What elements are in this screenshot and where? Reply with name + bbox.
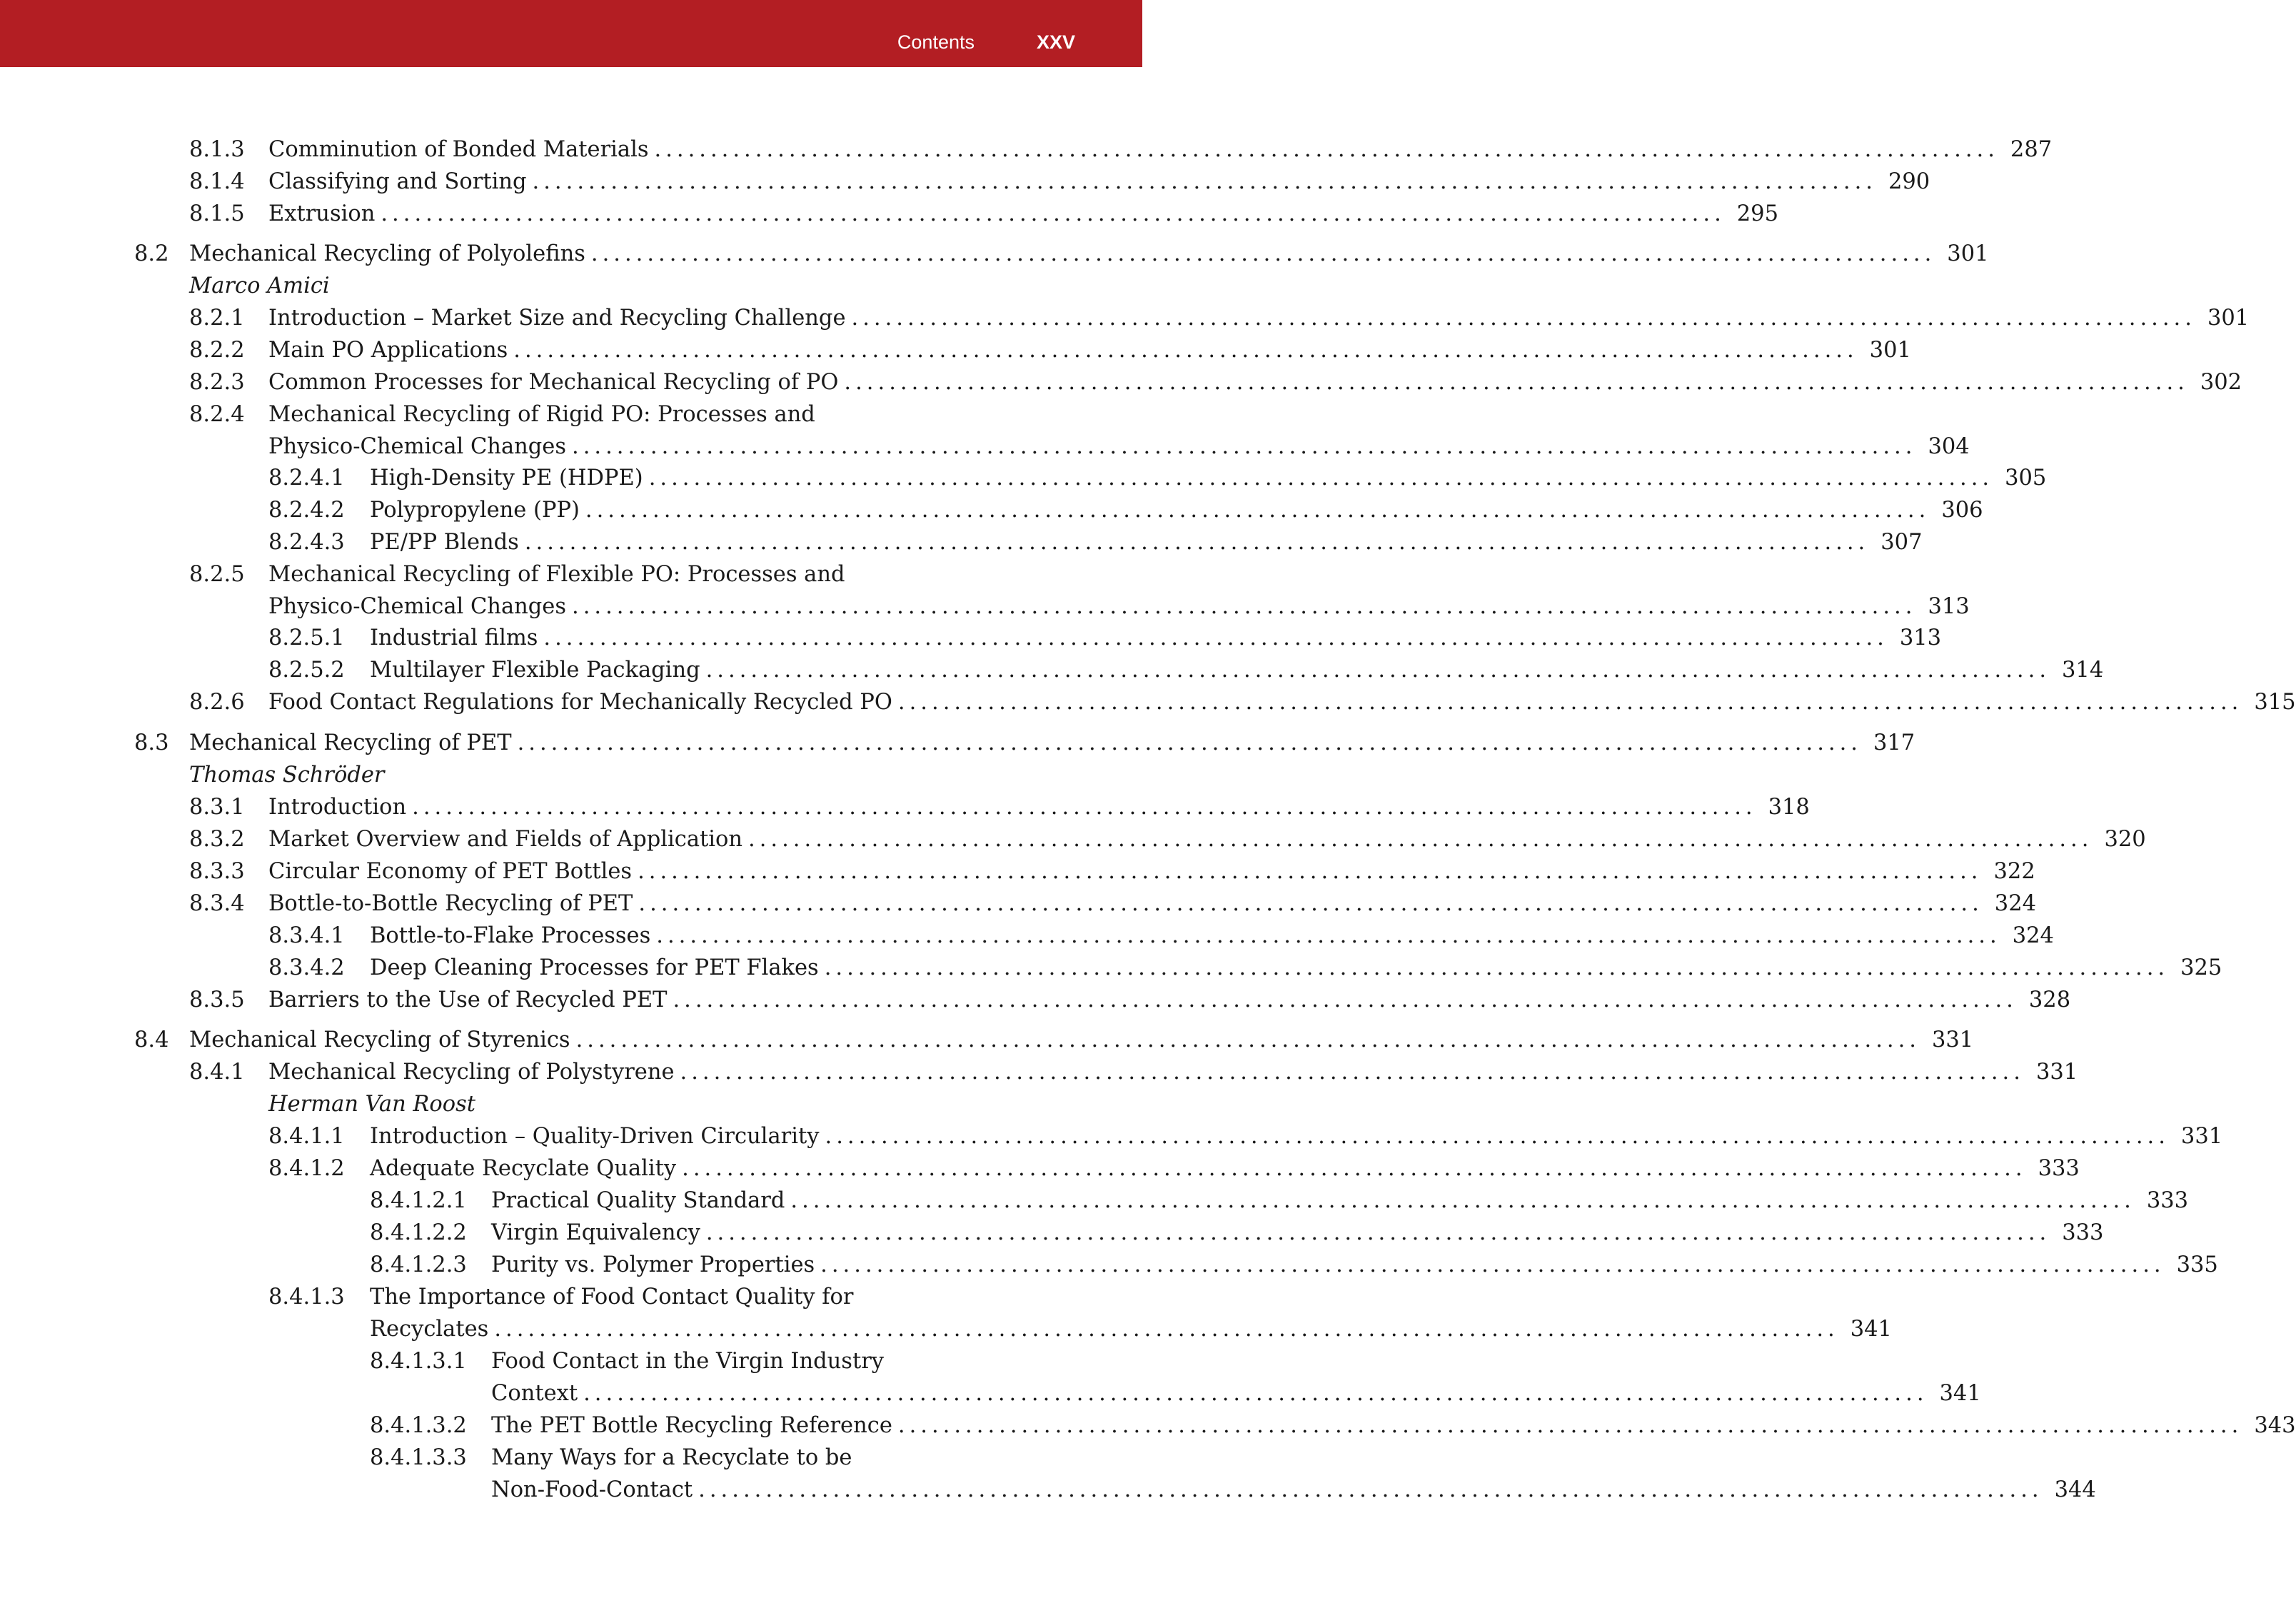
running-header-section: Contents — [897, 31, 975, 53]
page-number: 304 — [1928, 434, 1970, 459]
dot-leader: ........................................................................................................................ — [513, 338, 1858, 363]
toc-entry[interactable] — [134, 728, 1915, 759]
dot-leader: ........................................................................................................................ — [572, 434, 1917, 459]
toc-entry[interactable] — [268, 1282, 973, 1313]
dot-leader: ........................................................................................................................ — [698, 1477, 2043, 1502]
section-number: 8.3.4.1 — [268, 923, 345, 948]
toc-entry[interactable] — [189, 856, 2035, 888]
toc-entry[interactable] — [189, 824, 2146, 855]
toc-entry[interactable] — [189, 134, 2053, 166]
dot-leader: ........................................................................................................................ — [638, 859, 1983, 884]
dot-leader: ........................................................................................................................ — [897, 690, 2243, 715]
section-number: 8.3.2 — [189, 827, 245, 852]
page-number: 302 — [2200, 370, 2242, 395]
toc-entry[interactable] — [189, 303, 2250, 334]
page-number: 328 — [2028, 988, 2071, 1012]
toc-entry[interactable] — [189, 166, 1930, 198]
page-number: 335 — [2176, 1252, 2218, 1277]
page-number: 301 — [1869, 338, 1911, 363]
toc-entry[interactable] — [189, 335, 1911, 366]
dot-leader: ........................................................................................................................ — [897, 1413, 2243, 1438]
section-title: Market Overview and Fields of Application — [268, 827, 743, 852]
toc-entry[interactable] — [268, 463, 2047, 494]
toc-entry[interactable] — [491, 1474, 2096, 1506]
toc-entry[interactable] — [268, 431, 1970, 463]
page-number: 313 — [1928, 594, 1970, 619]
page-number: 295 — [1736, 201, 1778, 226]
toc-entry[interactable] — [134, 1025, 1974, 1056]
section-title: Main PO Applications — [268, 338, 508, 363]
dot-leader: ........................................................................................................................ — [824, 955, 2170, 980]
page-header-band — [0, 0, 1142, 67]
section-title: Circular Economy of PET Bottles — [268, 859, 633, 884]
dot-leader: ........................................................................................................................ — [532, 169, 1877, 194]
section-number: 8.2.6 — [189, 690, 245, 715]
page-number: 315 — [2254, 690, 2296, 715]
section-title: Non-Food-Contact — [491, 1477, 693, 1502]
section-number: 8.2.5.1 — [268, 625, 345, 650]
page-number: 324 — [2012, 923, 2054, 948]
section-title: Mechanical Recycling of Polyolefins — [189, 241, 585, 266]
toc-entry[interactable] — [370, 1442, 973, 1474]
dot-leader: ........................................................................................................................ — [585, 498, 1930, 523]
toc-entry[interactable] — [189, 559, 973, 591]
section-title: Purity vs. Polymer Properties — [491, 1252, 815, 1277]
toc-entry[interactable] — [370, 1346, 973, 1377]
section-title: Mechanical Recycling of Polystyrene — [268, 1060, 675, 1085]
dot-leader: ........................................................................................................................ — [575, 1027, 1920, 1052]
section-number: 8.1.4 — [189, 169, 245, 194]
dot-leader: ........................................................................................................................ — [543, 625, 1888, 650]
section-title: Deep Cleaning Processes for PET Flakes — [370, 955, 819, 980]
page-number: 343 — [2254, 1413, 2296, 1438]
dot-leader: ........................................................................................................................ — [680, 1060, 2025, 1085]
toc-entry[interactable] — [268, 623, 1942, 654]
section-number: 8.3.1 — [189, 795, 245, 820]
page-number: 333 — [2038, 1156, 2080, 1181]
section-title: Physico-Chemical Changes — [268, 594, 567, 619]
section-number: 8.3.4.2 — [268, 955, 345, 980]
section-title: Adequate Recyclate Quality — [370, 1156, 677, 1181]
section-title: Comminution of Bonded Materials — [268, 137, 649, 162]
dot-leader: ........................................................................................................................ — [656, 923, 2001, 948]
dot-leader: ........................................................................................................................ — [648, 466, 1994, 491]
dot-leader: ........................................................................................................................ — [412, 795, 1757, 820]
section-title: Multilayer Flexible Packaging — [370, 658, 700, 683]
toc-author — [189, 271, 330, 302]
toc-entry[interactable] — [189, 399, 973, 431]
dot-leader: ........................................................................................................................ — [825, 1124, 2170, 1149]
section-number: 8.2.4 — [189, 402, 245, 427]
page-number: 333 — [2146, 1188, 2189, 1213]
section-title: Mechanical Recycling of Flexible PO: Processes and — [268, 562, 845, 587]
dot-leader: ........................................................................................................................ — [820, 1252, 2165, 1277]
section-number: 8.2.4.2 — [268, 498, 345, 523]
section-number: 8.2.3 — [189, 370, 245, 395]
section-number: 8.4.1.3.1 — [370, 1349, 467, 1374]
page-number: 322 — [1993, 859, 2035, 884]
section-number: 8.2.1 — [189, 306, 245, 331]
section-number: 8.4.1.3.3 — [370, 1445, 467, 1470]
toc-entry[interactable] — [189, 792, 1810, 823]
page-number: 301 — [1947, 241, 1989, 266]
section-title: Mechanical Recycling of Styrenics — [189, 1027, 570, 1052]
section-number: 8.2.4.3 — [268, 530, 345, 555]
section-number: 8.1.3 — [189, 137, 245, 162]
toc-entry[interactable] — [189, 1057, 2078, 1088]
dot-leader: ........................................................................................................................ — [705, 658, 2051, 683]
section-title: Food Contact in the Virgin Industry — [491, 1349, 885, 1374]
section-title: The PET Bottle Recycling Reference — [491, 1413, 892, 1438]
section-title: Mechanical Recycling of PET — [189, 730, 512, 755]
section-number: 8.4.1.2.2 — [370, 1220, 467, 1245]
toc-entry[interactable] — [370, 1314, 1892, 1345]
dot-leader: ........................................................................................................................ — [790, 1188, 2135, 1213]
toc-entry[interactable] — [268, 920, 2054, 952]
section-title: High-Density PE (HDPE) — [370, 466, 643, 491]
dot-leader: ........................................................................................................................ — [583, 1381, 1928, 1406]
section-number: 8.3.3 — [189, 859, 245, 884]
page-number: 331 — [1932, 1027, 1974, 1052]
page-number: 287 — [2010, 137, 2053, 162]
section-title: Context — [491, 1381, 578, 1406]
dot-leader: ........................................................................................................................ — [682, 1156, 2027, 1181]
dot-leader: ........................................................................................................................ — [572, 594, 1917, 619]
section-number: 8.2.5.2 — [268, 658, 345, 683]
section-title: Virgin Equivalency — [491, 1220, 700, 1245]
toc-entry[interactable] — [268, 953, 2222, 984]
dot-leader: ........................................................................................................................ — [494, 1317, 1839, 1342]
section-number: 8.2.4.1 — [268, 466, 345, 491]
page-number: 341 — [1850, 1317, 1892, 1342]
section-title: Mechanical Recycling of Rigid PO: Processes and — [268, 402, 815, 427]
section-number: 8.4.1.2 — [268, 1156, 345, 1181]
page-number: 318 — [1768, 795, 1810, 820]
dot-leader: ........................................................................................................................ — [673, 988, 2018, 1012]
section-number: 8.3 — [134, 730, 169, 755]
toc-entry[interactable] — [370, 1410, 2296, 1442]
dot-leader: ........................................................................................................................ — [844, 370, 2189, 395]
toc-entry[interactable] — [189, 199, 1778, 230]
section-title: Introduction — [268, 795, 407, 820]
dot-leader: ........................................................................................................................ — [748, 827, 2093, 852]
page-number: 344 — [2054, 1477, 2096, 1502]
section-number: 8.4.1.1 — [268, 1124, 345, 1149]
dot-leader: ........................................................................................................................ — [638, 891, 1983, 916]
section-title: Practical Quality Standard — [491, 1188, 785, 1213]
section-number: 8.4.1.2.1 — [370, 1188, 467, 1213]
toc-entry[interactable] — [268, 591, 1970, 623]
toc-entry[interactable] — [268, 1153, 2080, 1185]
section-title: Introduction – Market Size and Recycling Challenge — [268, 306, 846, 331]
page-number: 331 — [2180, 1124, 2223, 1149]
author-name: Marco Amici — [189, 273, 330, 298]
section-number: 8.4.1 — [189, 1060, 245, 1085]
toc-entry[interactable] — [268, 527, 1923, 558]
toc-entry[interactable] — [491, 1378, 1981, 1410]
section-number: 8.2.5 — [189, 562, 245, 587]
section-title: Many Ways for a Recyclate to be — [491, 1445, 852, 1470]
dot-leader: ........................................................................................................................ — [590, 241, 1936, 266]
running-header-page-number: XXV — [1036, 31, 1075, 53]
page-number: 305 — [2005, 466, 2047, 491]
toc-entry[interactable] — [268, 1121, 2223, 1152]
page-number: 314 — [2062, 658, 2104, 683]
section-number: 8.1.5 — [189, 201, 245, 226]
toc-entry[interactable] — [189, 367, 2242, 398]
dot-leader: ........................................................................................................................ — [381, 201, 1726, 226]
toc-entry[interactable] — [370, 1250, 2218, 1281]
section-title: Recyclates — [370, 1317, 489, 1342]
toc-entry[interactable] — [189, 888, 2037, 920]
section-number: 8.4.1.2.3 — [370, 1252, 467, 1277]
dot-leader: ........................................................................................................................ — [517, 730, 1862, 755]
section-title: Classifying and Sorting — [268, 169, 527, 194]
section-number: 8.3.5 — [189, 988, 245, 1012]
section-title: PE/PP Blends — [370, 530, 519, 555]
section-number: 8.3.4 — [189, 891, 245, 916]
toc-author — [268, 1089, 475, 1120]
section-title: Industrial films — [370, 625, 538, 650]
page-number: 320 — [2104, 827, 2146, 852]
toc-entry[interactable] — [268, 495, 1983, 526]
toc-author — [189, 760, 385, 791]
page-number: 313 — [1899, 625, 1942, 650]
section-number: 8.2 — [134, 241, 169, 266]
toc-entry[interactable] — [189, 985, 2071, 1016]
section-title: Barriers to the Use of Recycled PET — [268, 988, 668, 1012]
page-number: 331 — [2035, 1060, 2078, 1085]
section-title: Polypropylene (PP) — [370, 498, 580, 523]
section-number: 8.4 — [134, 1027, 169, 1052]
page-number: 341 — [1939, 1381, 1981, 1406]
dot-leader: ........................................................................................................................ — [851, 306, 2196, 331]
section-title: Physico-Chemical Changes — [268, 434, 567, 459]
page-number: 333 — [2062, 1220, 2104, 1245]
section-title: Bottle-to-Flake Processes — [370, 923, 651, 948]
author-name: Thomas Schröder — [189, 763, 385, 788]
section-number: 8.4.1.3.2 — [370, 1413, 467, 1438]
section-number: 8.2.2 — [189, 338, 245, 363]
page-number: 301 — [2207, 306, 2250, 331]
page-number: 325 — [2180, 955, 2222, 980]
dot-leader: ........................................................................................................................ — [654, 137, 1999, 162]
section-title: Food Contact Regulations for Mechanically Recycled PO — [268, 690, 892, 715]
toc-entry[interactable] — [134, 238, 1989, 270]
section-title: Bottle-to-Bottle Recycling of PET — [268, 891, 633, 916]
dot-leader: ........................................................................................................................ — [524, 530, 1870, 555]
toc-entry[interactable] — [268, 655, 2104, 686]
author-name: Herman Van Roost — [268, 1092, 476, 1117]
toc-entry[interactable] — [370, 1185, 2189, 1217]
toc-entry[interactable] — [370, 1217, 2104, 1249]
page-number: 317 — [1873, 730, 1915, 755]
section-title: Common Processes for Mechanical Recycling of PO — [268, 370, 839, 395]
toc-entry[interactable] — [189, 687, 2296, 718]
section-title: Introduction – Quality-Driven Circularity — [370, 1124, 820, 1149]
section-title: The Importance of Food Contact Quality for — [370, 1285, 854, 1310]
section-title: Extrusion — [268, 201, 376, 226]
dot-leader: ........................................................................................................................ — [705, 1220, 2051, 1245]
section-number: 8.4.1.3 — [268, 1285, 345, 1310]
page-number: 324 — [1994, 891, 2037, 916]
page-number: 290 — [1888, 169, 1930, 194]
page-number: 306 — [1941, 498, 1983, 523]
page-number: 307 — [1880, 530, 1923, 555]
